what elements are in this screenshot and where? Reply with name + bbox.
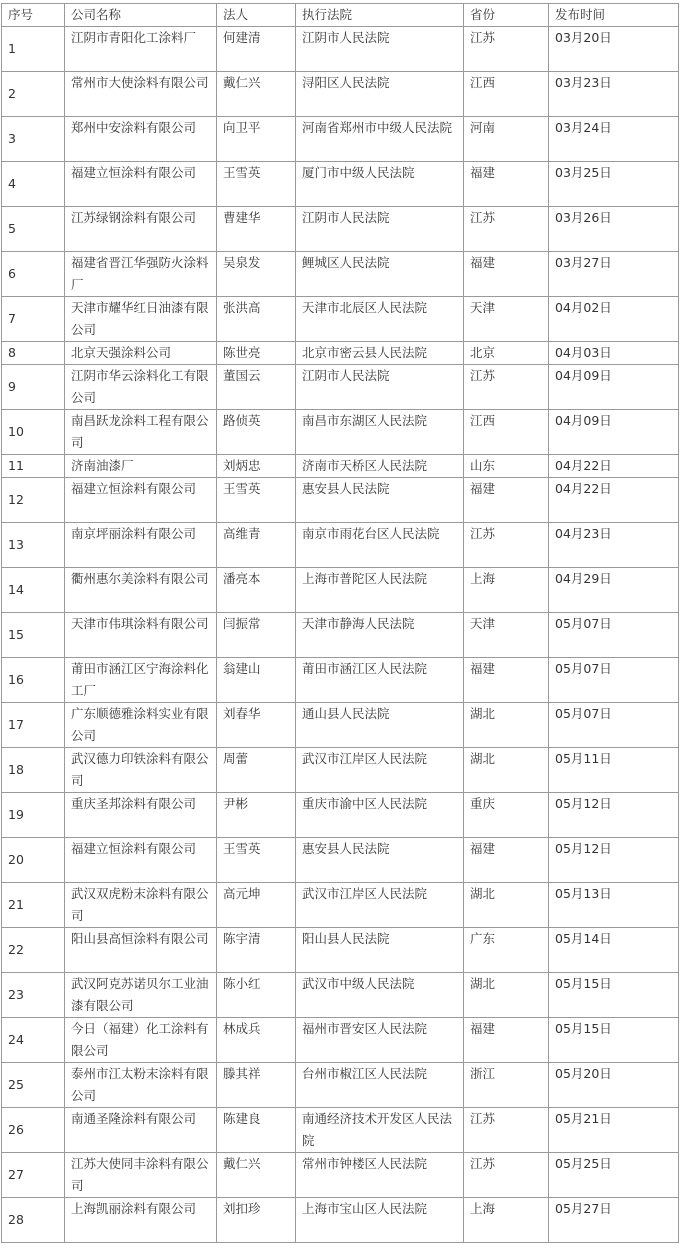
cell-company: 武汉阿克苏诺贝尔工业油漆有限公司 [65, 973, 217, 1018]
cell-legal-person: 陈世亮 [217, 342, 296, 365]
cell-index: 14 [2, 568, 65, 613]
cell-index: 4 [2, 162, 65, 207]
cell-index: 19 [2, 793, 65, 838]
cell-index: 16 [2, 658, 65, 703]
cell-company: 今日（福建）化工涂料有限公司 [65, 1018, 217, 1063]
cell-court: 南京市雨花台区人民法院 [296, 523, 464, 568]
cell-province: 重庆 [464, 793, 549, 838]
cell-index: 15 [2, 613, 65, 658]
cell-province: 广东 [464, 928, 549, 973]
table-row [2, 297, 679, 342]
cell-index: 17 [2, 703, 65, 748]
cell-index: 5 [2, 207, 65, 252]
cell-date: 05月07日 [549, 703, 679, 748]
table-row [2, 658, 679, 703]
cell-province: 江西 [464, 72, 549, 117]
cell-court: 厦门市中级人民法院 [296, 162, 464, 207]
cell-court: 武汉市中级人民法院 [296, 973, 464, 1018]
cell-company: 上海凯丽涂料有限公司 [65, 1198, 217, 1243]
cell-province: 浙江 [464, 1063, 549, 1108]
cell-index: 10 [2, 410, 65, 455]
cell-court: 常州市钟楼区人民法院 [296, 1153, 464, 1198]
cell-province: 北京 [464, 342, 549, 365]
cell-province: 天津 [464, 297, 549, 342]
cell-province: 湖北 [464, 973, 549, 1018]
table-row [2, 883, 679, 928]
cell-province: 湖北 [464, 703, 549, 748]
table-row [2, 703, 679, 748]
cell-date: 04月22日 [549, 478, 679, 523]
table-row [2, 838, 679, 883]
cell-date: 05月13日 [549, 883, 679, 928]
cell-index: 26 [2, 1108, 65, 1153]
cell-index: 22 [2, 928, 65, 973]
cell-province: 江苏 [464, 523, 549, 568]
cell-date: 05月07日 [549, 658, 679, 703]
cell-legal-person: 向卫平 [217, 117, 296, 162]
cell-index: 6 [2, 252, 65, 297]
cell-legal-person: 闫振常 [217, 613, 296, 658]
cell-company: 衢州惠尔美涂料有限公司 [65, 568, 217, 613]
cell-legal-person: 路侦英 [217, 410, 296, 455]
cell-legal-person: 刘春华 [217, 703, 296, 748]
cell-index: 3 [2, 117, 65, 162]
table-row [2, 928, 679, 973]
cell-index: 20 [2, 838, 65, 883]
cell-index: 28 [2, 1198, 65, 1243]
table-row [2, 342, 679, 365]
table-row [2, 478, 679, 523]
cell-date: 05月12日 [549, 838, 679, 883]
table-row [2, 365, 679, 410]
cell-legal-person: 吴泉发 [217, 252, 296, 297]
cell-index: 18 [2, 748, 65, 793]
cell-index: 27 [2, 1153, 65, 1198]
cell-legal-person: 何建清 [217, 27, 296, 72]
table-header-row [2, 4, 679, 27]
cell-court: 天津市北辰区人民法院 [296, 297, 464, 342]
cell-court: 武汉市江岸区人民法院 [296, 748, 464, 793]
table-row [2, 1063, 679, 1108]
cell-legal-person: 周蕾 [217, 748, 296, 793]
cell-province: 福建 [464, 1018, 549, 1063]
cell-province: 江苏 [464, 27, 549, 72]
table-row [2, 72, 679, 117]
cell-date: 03月24日 [549, 117, 679, 162]
cell-date: 04月09日 [549, 410, 679, 455]
cell-company: 江阴市青阳化工涂料厂 [65, 27, 217, 72]
cell-court: 上海市宝山区人民法院 [296, 1198, 464, 1243]
cell-court: 武汉市江岸区人民法院 [296, 883, 464, 928]
cell-province: 福建 [464, 252, 549, 297]
header-legal-person: 法人 [217, 4, 296, 27]
cell-index: 8 [2, 342, 65, 365]
cell-date: 03月25日 [549, 162, 679, 207]
cell-date: 05月27日 [549, 1198, 679, 1243]
cell-legal-person: 尹彬 [217, 793, 296, 838]
cell-province: 福建 [464, 478, 549, 523]
cell-court: 河南省郑州市中级人民法院 [296, 117, 464, 162]
cell-province: 天津 [464, 613, 549, 658]
cell-legal-person: 曹建华 [217, 207, 296, 252]
cell-province: 福建 [464, 162, 549, 207]
cell-legal-person: 陈建良 [217, 1108, 296, 1153]
cell-index: 24 [2, 1018, 65, 1063]
cell-date: 05月20日 [549, 1063, 679, 1108]
cell-index: 11 [2, 455, 65, 478]
header-company: 公司名称 [65, 4, 217, 27]
cell-date: 05月07日 [549, 613, 679, 658]
cell-court: 江阴市人民法院 [296, 365, 464, 410]
table-row [2, 1198, 679, 1243]
cell-company: 福建立恒涂料有限公司 [65, 838, 217, 883]
cell-index: 7 [2, 297, 65, 342]
cell-court: 莆田市涵江区人民法院 [296, 658, 464, 703]
cell-company: 阳山县高恒涂料有限公司 [65, 928, 217, 973]
cell-court: 通山县人民法院 [296, 703, 464, 748]
cell-date: 04月09日 [549, 365, 679, 410]
cell-province: 福建 [464, 838, 549, 883]
table-row [2, 252, 679, 297]
cell-date: 04月03日 [549, 342, 679, 365]
cell-company: 莆田市涵江区宁海涂料化工厂 [65, 658, 217, 703]
table-row [2, 117, 679, 162]
cell-province: 江苏 [464, 365, 549, 410]
cell-province: 湖北 [464, 748, 549, 793]
cell-company: 福建立恒涂料有限公司 [65, 478, 217, 523]
cell-province: 江苏 [464, 1108, 549, 1153]
cell-date: 03月27日 [549, 252, 679, 297]
cell-index: 13 [2, 523, 65, 568]
cell-date: 05月11日 [549, 748, 679, 793]
cell-legal-person: 戴仁兴 [217, 1153, 296, 1198]
cell-legal-person: 戴仁兴 [217, 72, 296, 117]
cell-court: 浔阳区人民法院 [296, 72, 464, 117]
cell-company: 泰州市江太粉末涂料有限公司 [65, 1063, 217, 1108]
table-row [2, 410, 679, 455]
cell-legal-person: 刘扣珍 [217, 1198, 296, 1243]
cell-date: 03月26日 [549, 207, 679, 252]
cell-company: 天津市耀华红日油漆有限公司 [65, 297, 217, 342]
cell-legal-person: 张洪高 [217, 297, 296, 342]
table-row [2, 613, 679, 658]
cell-company: 江阴市华云涂料化工有限公司 [65, 365, 217, 410]
table-row [2, 748, 679, 793]
header-index: 序号 [2, 4, 65, 27]
cell-legal-person: 陈小红 [217, 973, 296, 1018]
cell-court: 江阴市人民法院 [296, 27, 464, 72]
table-row [2, 1018, 679, 1063]
cell-company: 武汉双虎粉末涂料有限公司 [65, 883, 217, 928]
cell-date: 04月22日 [549, 455, 679, 478]
cell-company: 广东顺德雅涂料实业有限公司 [65, 703, 217, 748]
cell-date: 04月02日 [549, 297, 679, 342]
cell-company: 福建省晋江华强防火涂料厂 [65, 252, 217, 297]
cell-province: 上海 [464, 1198, 549, 1243]
cell-index: 23 [2, 973, 65, 1018]
cell-court: 上海市普陀区人民法院 [296, 568, 464, 613]
cell-index: 12 [2, 478, 65, 523]
cell-index: 2 [2, 72, 65, 117]
cell-date: 04月29日 [549, 568, 679, 613]
cell-index: 21 [2, 883, 65, 928]
cell-court: 北京市密云县人民法院 [296, 342, 464, 365]
cell-legal-person: 陈宇清 [217, 928, 296, 973]
cell-company: 南昌跃龙涂料工程有限公司 [65, 410, 217, 455]
cell-legal-person: 高维青 [217, 523, 296, 568]
table-row [2, 523, 679, 568]
header-province: 省份 [464, 4, 549, 27]
cell-company: 济南油漆厂 [65, 455, 217, 478]
cell-province: 湖北 [464, 883, 549, 928]
cell-date: 05月14日 [549, 928, 679, 973]
cell-province: 福建 [464, 658, 549, 703]
cell-province: 河南 [464, 117, 549, 162]
cell-company: 重庆圣邦涂料有限公司 [65, 793, 217, 838]
table-row [2, 162, 679, 207]
table-row [2, 455, 679, 478]
cell-court: 天津市静海人民法院 [296, 613, 464, 658]
cell-province: 江西 [464, 410, 549, 455]
cell-court: 重庆市渝中区人民法院 [296, 793, 464, 838]
cell-date: 05月21日 [549, 1108, 679, 1153]
cell-index: 1 [2, 27, 65, 72]
cell-legal-person: 潘亮本 [217, 568, 296, 613]
cell-date: 03月23日 [549, 72, 679, 117]
header-date: 发布时间 [549, 4, 679, 27]
cell-court: 惠安县人民法院 [296, 478, 464, 523]
cell-date: 05月15日 [549, 1018, 679, 1063]
cell-legal-person: 高元坤 [217, 883, 296, 928]
cell-date: 05月12日 [549, 793, 679, 838]
cell-company: 武汉德力印铁涂料有限公司 [65, 748, 217, 793]
cell-legal-person: 林成兵 [217, 1018, 296, 1063]
cell-court: 福州市晋安区人民法院 [296, 1018, 464, 1063]
cell-index: 25 [2, 1063, 65, 1108]
cell-legal-person: 董国云 [217, 365, 296, 410]
table-row [2, 1108, 679, 1153]
cell-company: 南通圣隆涂料有限公司 [65, 1108, 217, 1153]
cell-legal-person: 王雪英 [217, 478, 296, 523]
cell-province: 山东 [464, 455, 549, 478]
cell-company: 福建立恒涂料有限公司 [65, 162, 217, 207]
cell-legal-person: 王雪英 [217, 162, 296, 207]
table-row [2, 207, 679, 252]
cell-court: 惠安县人民法院 [296, 838, 464, 883]
cell-legal-person: 王雪英 [217, 838, 296, 883]
cell-company: 常州市大使涂料有限公司 [65, 72, 217, 117]
cell-company: 南京坪丽涂料有限公司 [65, 523, 217, 568]
cell-court: 济南市天桥区人民法院 [296, 455, 464, 478]
table-row [2, 793, 679, 838]
cell-legal-person: 刘炳忠 [217, 455, 296, 478]
cell-court: 鲤城区人民法院 [296, 252, 464, 297]
header-court: 执行法院 [296, 4, 464, 27]
cell-province: 上海 [464, 568, 549, 613]
cell-court: 阳山县人民法院 [296, 928, 464, 973]
table-row [2, 568, 679, 613]
cell-company: 天津市伟琪涂料有限公司 [65, 613, 217, 658]
cell-date: 05月15日 [549, 973, 679, 1018]
judgment-table [1, 3, 679, 1243]
cell-legal-person: 滕其祥 [217, 1063, 296, 1108]
cell-company: 江苏绿钢涂料有限公司 [65, 207, 217, 252]
cell-company: 江苏大使同丰涂料有限公司 [65, 1153, 217, 1198]
cell-index: 9 [2, 365, 65, 410]
cell-province: 江苏 [464, 207, 549, 252]
cell-company: 北京天强涂料公司 [65, 342, 217, 365]
cell-company: 郑州中安涂料有限公司 [65, 117, 217, 162]
cell-court: 江阴市人民法院 [296, 207, 464, 252]
cell-court: 南通经济技术开发区人民法院 [296, 1108, 464, 1153]
cell-date: 05月25日 [549, 1153, 679, 1198]
table-row [2, 973, 679, 1018]
table-row [2, 27, 679, 72]
cell-province: 江苏 [464, 1153, 549, 1198]
cell-legal-person: 翁建山 [217, 658, 296, 703]
table-row [2, 1153, 679, 1198]
cell-court: 台州市椒江区人民法院 [296, 1063, 464, 1108]
cell-date: 03月20日 [549, 27, 679, 72]
cell-court: 南昌市东湖区人民法院 [296, 410, 464, 455]
cell-date: 04月23日 [549, 523, 679, 568]
